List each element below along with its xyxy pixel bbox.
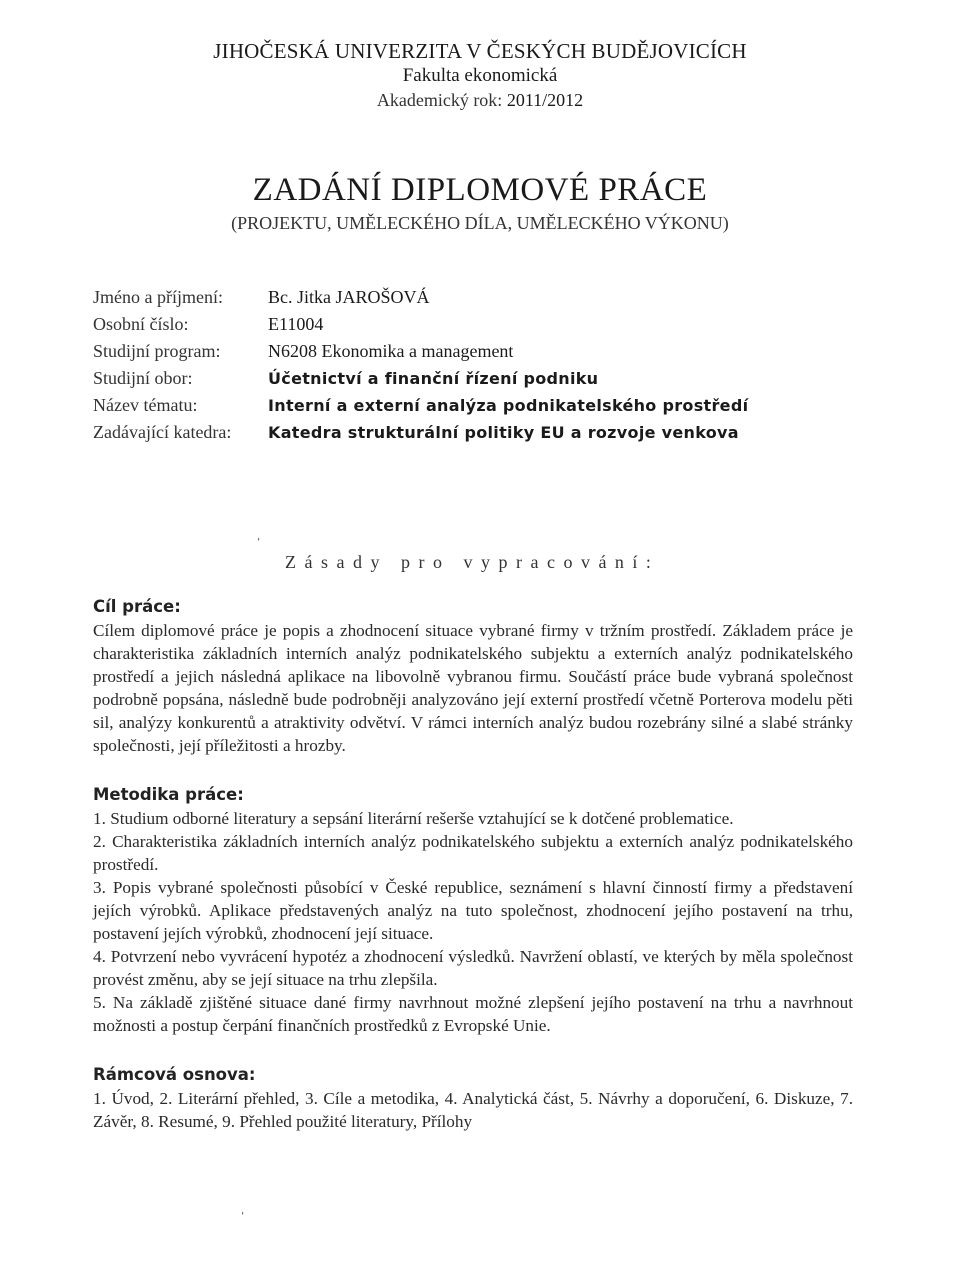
list-item: 2. Charakteristika základních interních analýz podnikatelského subjektu a externích analýz podnikatelského prostředí. bbox=[93, 832, 853, 874]
info-value: Bc. Jitka JAROŠOVÁ bbox=[268, 287, 430, 307]
info-label: Osobní číslo: bbox=[93, 314, 189, 334]
info-value: Účetnictví a finanční řízení podniku bbox=[268, 369, 599, 388]
document-subtitle: (PROJEKTU, UMĚLECKÉHO DÍLA, UMĚLECKÉHO VÝKONU) bbox=[231, 213, 729, 233]
title-block bbox=[0, 170, 960, 236]
section-heading: Cíl práce: bbox=[93, 597, 181, 616]
pen-mark: ˈ bbox=[240, 1210, 246, 1227]
info-label: Název tématu: bbox=[93, 395, 198, 415]
section-text: Cílem diplomové práce je popis a zhodnocení situace vybrané firmy v tržním prostředí. Základem práce je charakteristika základních interních analýz podnikatelského subjektu a externích analýz podnikatelského prostředí a jejich následná aplikace na libovolně vybranou firmu. Součástí práce bude vybraná společnost podrobně popsána, následně bude podrobněji analyzováno její externí prostředí včetně Porterova modelu pěti sil, analýzy konkurentů a atraktivity odvětví. V rámci interních analýz budou rozebrány silné a slabé stránky společnosti, její příležitosti a hrozby. bbox=[93, 621, 853, 755]
faculty-name: Fakulta ekonomická bbox=[402, 65, 558, 86]
principles-heading: Zásady pro vypracování: bbox=[285, 552, 660, 572]
info-label: Zadávající katedra: bbox=[93, 422, 232, 442]
info-label: Jméno a příjmení: bbox=[93, 287, 223, 307]
document-title: ZADÁNÍ DIPLOMOVÉ PRÁCE bbox=[252, 172, 708, 208]
section-methodology bbox=[93, 783, 853, 1037]
list-item: 5. Na základě zjištěné situace dané firmy navrhnout možné zlepšení jejího postavení na trhu a navrhnout možnosti a postup čerpání finančních prostředků z Evropské Unie. bbox=[93, 993, 853, 1035]
info-label: Studijní obor: bbox=[93, 368, 193, 388]
info-value: Katedra strukturální politiky EU a rozvoje venkova bbox=[268, 423, 739, 442]
academic-year-value: 2011/2012 bbox=[506, 90, 584, 110]
academic-year bbox=[0, 88, 960, 112]
section-outline bbox=[93, 1063, 853, 1133]
academic-year-label: Akademický rok: bbox=[376, 90, 503, 110]
university-name: JIHOČESKÁ UNIVERZITA V ČESKÝCH BUDĚJOVICÍCH bbox=[213, 39, 747, 63]
info-value: Interní a externí analýza podnikatelského prostředí bbox=[268, 396, 749, 415]
section-heading: Metodika práce: bbox=[93, 785, 244, 804]
pen-mark: ˈ bbox=[256, 536, 262, 553]
section-heading: Rámcová osnova: bbox=[93, 1065, 256, 1084]
document-header bbox=[0, 38, 960, 112]
info-value: E11004 bbox=[268, 314, 324, 334]
list-item: 1. Studium odborné literatury a sepsání literární rešerše vztahující se k dotčené problematice. bbox=[93, 809, 734, 828]
section-text: 1. Úvod, 2. Literární přehled, 3. Cíle a metodika, 4. Analytická část, 5. Návrhy a doporučení, 6. Diskuze, 7. Závěr, 8. Resumé, 9. Přehled použité literatury, Přílohy bbox=[93, 1089, 853, 1131]
section-goal bbox=[93, 595, 853, 757]
list-item: 3. Popis vybrané společnosti působící v České republice, seznámení s hlavní činností firmy a představení jejích výrobků. Aplikace představených analýz na tuto společnost, zhodnocení jejího postavení na trhu, postavení jejích výrobků, zhodnocení její situace. bbox=[93, 878, 853, 943]
document-body bbox=[93, 595, 853, 1159]
info-value: N6208 Ekonomika a management bbox=[268, 341, 514, 361]
list-item: 4. Potvrzení nebo vyvrácení hypotéz a zhodnocení výsledků. Navržení oblastí, ve kterých by měla společnost provést změnu, aby se její situace na trhu zlepšila. bbox=[93, 947, 853, 989]
info-label: Studijní program: bbox=[93, 341, 221, 361]
